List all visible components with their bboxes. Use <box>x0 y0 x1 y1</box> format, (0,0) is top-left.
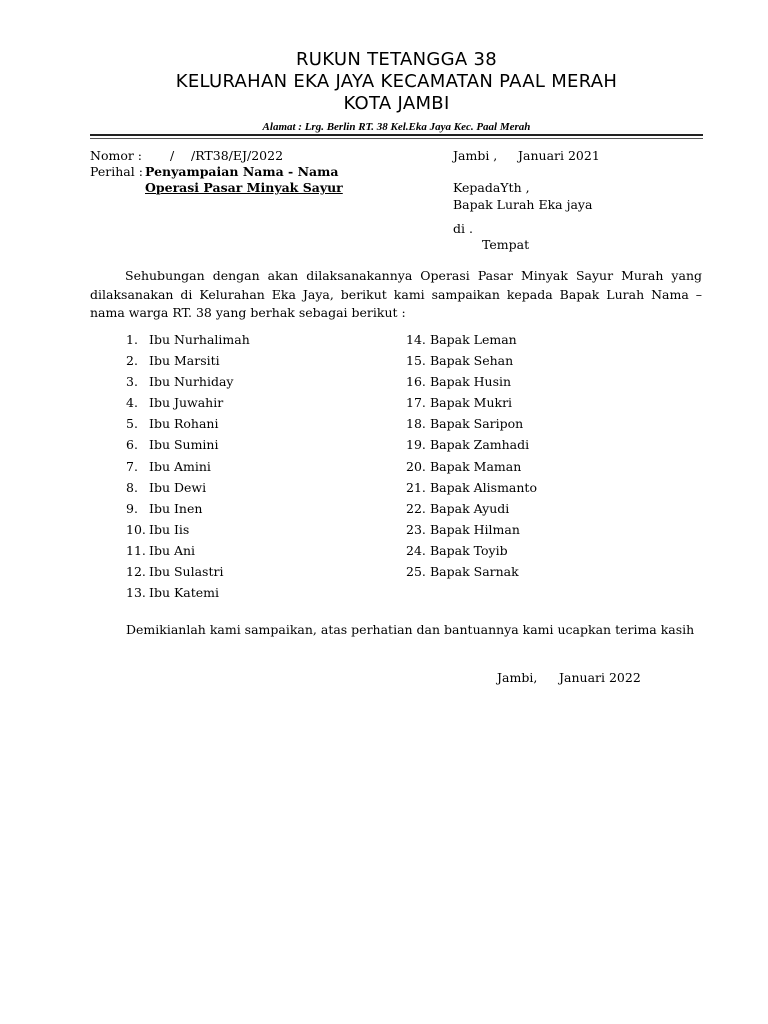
list-item-number: 16. <box>406 374 426 390</box>
list-item <box>126 459 250 480</box>
list-item-name: Bapak Zamhadi <box>430 437 530 453</box>
list-item <box>126 332 250 353</box>
letterhead-address: Alamat : Lrg. Berlin RT. 38 Kel.Eka Jaya Kec. Paal Merah <box>262 121 531 133</box>
list-item-name: Ibu Iis <box>149 521 190 537</box>
intro-paragraph: Sehubungan dengan akan dilaksanakannya Operasi Pasar Minyak Sayur Murah yang dilaksanakan di Kelurahan Eka Jaya, berikut kami sampaikan kepada Bapak Lurah Nama – nama warga RT. 38 yang berhak sebagai berikut : <box>90 268 702 320</box>
list-item-name: Bapak Maman <box>430 458 522 474</box>
list-item-number: 22. <box>406 500 426 516</box>
list-item-number: 25. <box>406 564 426 580</box>
list-item <box>406 395 537 416</box>
list-item-number: 23. <box>406 521 426 537</box>
list-item-name: Bapak Mukri <box>430 395 513 411</box>
list-item-name: Ibu Juwahir <box>149 395 224 411</box>
list-item-name: Bapak Hilman <box>430 521 520 537</box>
nomor-label: Nomor : <box>90 148 143 163</box>
list-item-number: 15. <box>406 353 426 369</box>
recipient-name: Bapak Lurah Eka jaya <box>453 197 593 212</box>
list-item-number: 1. <box>126 332 138 347</box>
list-item-name: Bapak Sehan <box>430 353 514 369</box>
list-item-name: Ibu Nurhiday <box>149 374 234 390</box>
names-list-left <box>126 332 250 606</box>
list-item-name: Bapak Toyib <box>430 542 508 558</box>
letterhead-title: RUKUN TETANGGA 38 <box>295 49 498 70</box>
list-item-number: 12. <box>126 564 146 580</box>
signature-date: Januari 2022 <box>559 670 641 685</box>
list-item-number: 19. <box>406 437 426 453</box>
list-item <box>126 416 250 437</box>
list-item <box>126 585 250 606</box>
list-item-number: 17. <box>406 395 426 411</box>
list-item-name: Ibu Katemi <box>149 585 220 601</box>
list-item-name: Bapak Ayudi <box>430 500 510 516</box>
closing-paragraph: Demikianlah kami sampaikan, atas perhatian dan bantuannya kami ucapkan terima kasih <box>126 622 695 637</box>
list-item <box>406 437 537 458</box>
list-item-number: 10. <box>126 521 146 537</box>
list-item-number: 7. <box>126 458 138 474</box>
letterhead-rule-thin <box>90 138 703 139</box>
list-item <box>126 395 250 416</box>
list-item-name: Ibu Ani <box>149 542 196 558</box>
nomor-slash: / <box>170 148 175 163</box>
list-item <box>406 543 537 564</box>
list-item-name: Ibu Sulastri <box>149 564 224 580</box>
letterhead-rule-thick <box>90 134 703 136</box>
list-item <box>126 480 250 501</box>
list-item <box>406 374 537 395</box>
list-item-number: 5. <box>126 416 138 432</box>
perihal-subject: Penyampaian Nama - Nama <box>145 164 339 179</box>
list-item-number: 6. <box>126 437 138 453</box>
list-item-name: Ibu Sumini <box>149 437 219 453</box>
list-item-number: 3. <box>126 374 138 390</box>
list-item-name: Ibu Nurhalimah <box>149 332 250 347</box>
list-item <box>406 332 537 353</box>
list-item-number: 14. <box>406 332 426 347</box>
list-item <box>406 480 537 501</box>
recipient-greeting: KepadaYth , <box>453 180 530 195</box>
list-item <box>126 564 250 585</box>
letterhead-city: KOTA JAMBI <box>343 93 450 114</box>
list-item-number: 2. <box>126 353 138 369</box>
list-item-number: 8. <box>126 479 138 495</box>
list-item-number: 11. <box>126 542 146 558</box>
recipient-place: Tempat <box>482 237 530 252</box>
perihal-subject-line2: Operasi Pasar Minyak Sayur <box>145 180 343 195</box>
recipient-di: di . <box>453 221 473 236</box>
list-item <box>126 501 250 522</box>
list-item-number: 24. <box>406 542 426 558</box>
perihal-label: Perihal : <box>90 164 143 179</box>
list-item <box>126 374 250 395</box>
list-item <box>406 459 537 480</box>
list-item-name: Ibu Amini <box>149 458 211 474</box>
list-item <box>126 522 250 543</box>
nomor-value: /RT38/EJ/2022 <box>191 148 284 163</box>
list-item-number: 9. <box>126 500 138 516</box>
place-date: Januari 2021 <box>518 148 600 163</box>
list-item <box>406 353 537 374</box>
list-item-name: Ibu Marsiti <box>149 353 220 369</box>
list-item-number: 21. <box>406 479 426 495</box>
letterhead-subtitle: KELURAHAN EKA JAYA KECAMATAN PAAL MERAH <box>175 71 618 92</box>
list-item-number: 20. <box>406 458 426 474</box>
names-list-right <box>406 332 537 585</box>
list-item-number: 18. <box>406 416 426 432</box>
list-item <box>126 437 250 458</box>
list-item <box>406 564 537 585</box>
list-item-name: Bapak Sarnak <box>430 564 519 580</box>
list-item-number: 13. <box>126 585 146 601</box>
signature-city: Jambi, <box>497 670 538 685</box>
list-item-name: Bapak Alismanto <box>430 479 537 495</box>
list-item-name: Bapak Saripon <box>430 416 524 432</box>
list-item-name: Ibu Inen <box>149 500 203 516</box>
list-item-name: Ibu Rohani <box>149 416 219 432</box>
list-item-name: Ibu Dewi <box>149 479 207 495</box>
place-city: Jambi , <box>453 148 498 163</box>
list-item-number: 4. <box>126 395 138 411</box>
list-item <box>126 543 250 564</box>
list-item <box>126 353 250 374</box>
list-item <box>406 416 537 437</box>
list-item <box>406 501 537 522</box>
list-item-name: Bapak Husin <box>430 374 512 390</box>
list-item-name: Bapak Leman <box>430 332 517 347</box>
list-item <box>406 522 537 543</box>
